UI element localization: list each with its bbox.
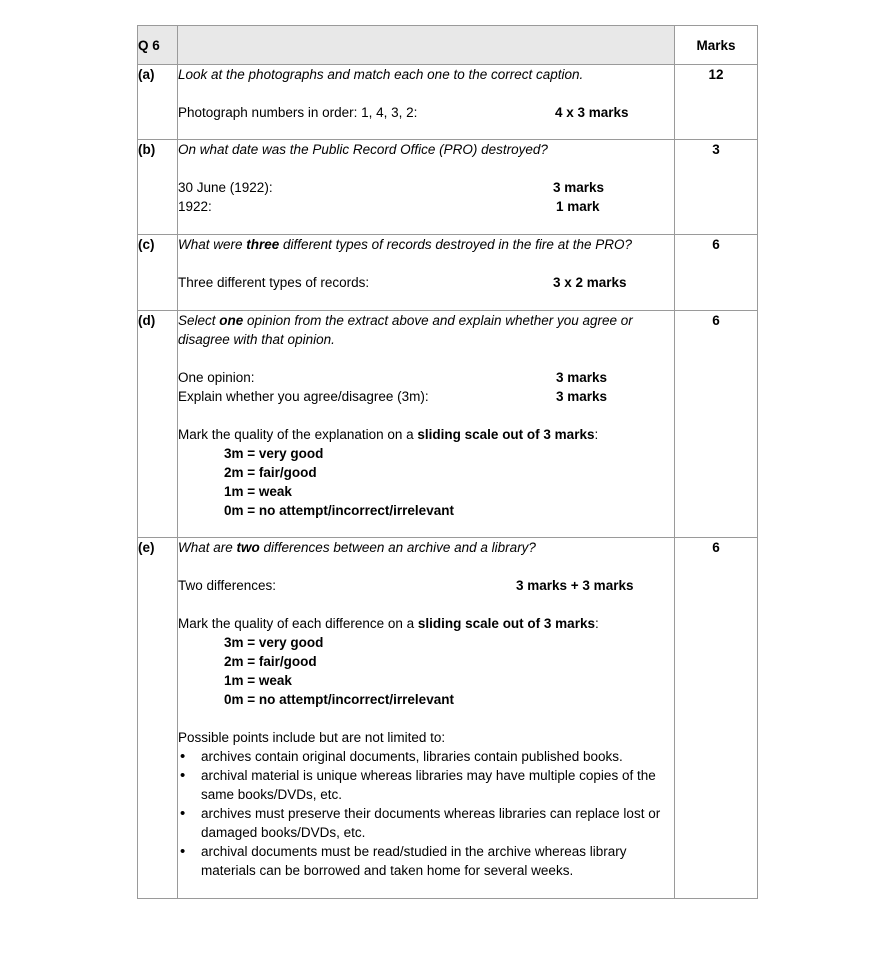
list-item: • archives contain original documents, libraries contain published books.	[178, 747, 674, 766]
header-row	[138, 26, 758, 65]
answer-marks: 3 x 2 marks	[553, 275, 627, 290]
marks-total: 6	[675, 235, 758, 311]
answer-cell	[178, 538, 675, 899]
answer-marks: 4 x 3 marks	[555, 105, 629, 120]
scale-item: 0m = no attempt/incorrect/irrelevant	[224, 503, 454, 518]
answer-line	[178, 103, 674, 122]
question-text: Look at the photographs and match each one to the correct caption.	[178, 67, 584, 82]
answer-text: 30 June (1922):	[178, 180, 273, 195]
scale-item: 2m = fair/good	[224, 654, 317, 669]
marks-total: 3	[675, 140, 758, 235]
question-row-d	[138, 311, 758, 538]
answer-marks: 3 marks + 3 marks	[516, 578, 634, 593]
answer-text: Two differences:	[178, 578, 277, 593]
answer-line	[178, 197, 674, 216]
question-text: On what date was the Public Record Office (PRO) destroyed?	[178, 142, 548, 157]
marks-total: 6	[675, 538, 758, 899]
answer-marks: 3 marks	[553, 180, 605, 195]
part-label: (d)	[138, 311, 178, 538]
answer-text: Photograph numbers in order: 1, 4, 3, 2:	[178, 105, 418, 120]
answer-marks: 1 mark	[556, 199, 600, 214]
scale-item: 1m = weak	[224, 484, 292, 499]
answer-cell	[178, 235, 675, 311]
header-blank-cell	[178, 26, 675, 65]
question-text: Select one opinion from the extract above and explain whether you agree or disagree with that opinion.	[178, 313, 633, 347]
part-label: (b)	[138, 140, 178, 235]
marks-column-header: Marks	[675, 26, 758, 65]
answer-line	[178, 576, 674, 595]
question-number-header: Q 6	[138, 26, 178, 65]
scale-item: 3m = very good	[224, 446, 324, 461]
answer-text: Three different types of records:	[178, 275, 370, 290]
list-item: • archival documents must be read/studied in the archive whereas library materials can be borrowed and taken home for several weeks.	[178, 842, 674, 880]
marking-scheme-table	[137, 25, 758, 899]
answer-text: Explain whether you agree/disagree (3m):	[178, 389, 429, 404]
answer-text: One opinion:	[178, 370, 255, 385]
answer-line	[178, 178, 674, 197]
answer-line	[178, 273, 674, 292]
scale-item: 0m = no attempt/incorrect/irrelevant	[224, 692, 454, 707]
quality-instruction: Mark the quality of the explanation on a sliding scale out of 3 marks:	[178, 427, 599, 442]
marks-total: 6	[675, 311, 758, 538]
possible-points-list	[178, 747, 674, 880]
points-intro: Possible points include but are not limited to:	[178, 730, 446, 745]
answer-cell	[178, 140, 675, 235]
answer-line	[178, 368, 674, 387]
answer-line	[178, 387, 674, 406]
question-row-e	[138, 538, 758, 899]
question-text: What were three different types of records destroyed in the fire at the PRO?	[178, 237, 632, 252]
answer-text: 1922:	[178, 199, 212, 214]
question-row-b	[138, 140, 758, 235]
scale-item: 1m = weak	[224, 673, 292, 688]
question-row-c	[138, 235, 758, 311]
list-item: • archival material is unique whereas libraries may have multiple copies of the same books/DVDs, etc.	[178, 766, 674, 804]
answer-cell	[178, 65, 675, 140]
question-text: What are two differences between an archive and a library?	[178, 540, 536, 555]
answer-marks: 3 marks	[556, 370, 608, 385]
answer-cell	[178, 311, 675, 538]
list-item: • archives must preserve their documents whereas libraries can replace lost or damaged books/DVDs, etc.	[178, 804, 674, 842]
part-label: (c)	[138, 235, 178, 311]
quality-instruction: Mark the quality of each difference on a sliding scale out of 3 marks:	[178, 616, 599, 631]
answer-marks: 3 marks	[556, 389, 608, 404]
part-label: (e)	[138, 538, 178, 899]
marks-total: 12	[675, 65, 758, 140]
scale-item: 2m = fair/good	[224, 465, 317, 480]
part-label: (a)	[138, 65, 178, 140]
scale-item: 3m = very good	[224, 635, 324, 650]
question-row-a	[138, 65, 758, 140]
